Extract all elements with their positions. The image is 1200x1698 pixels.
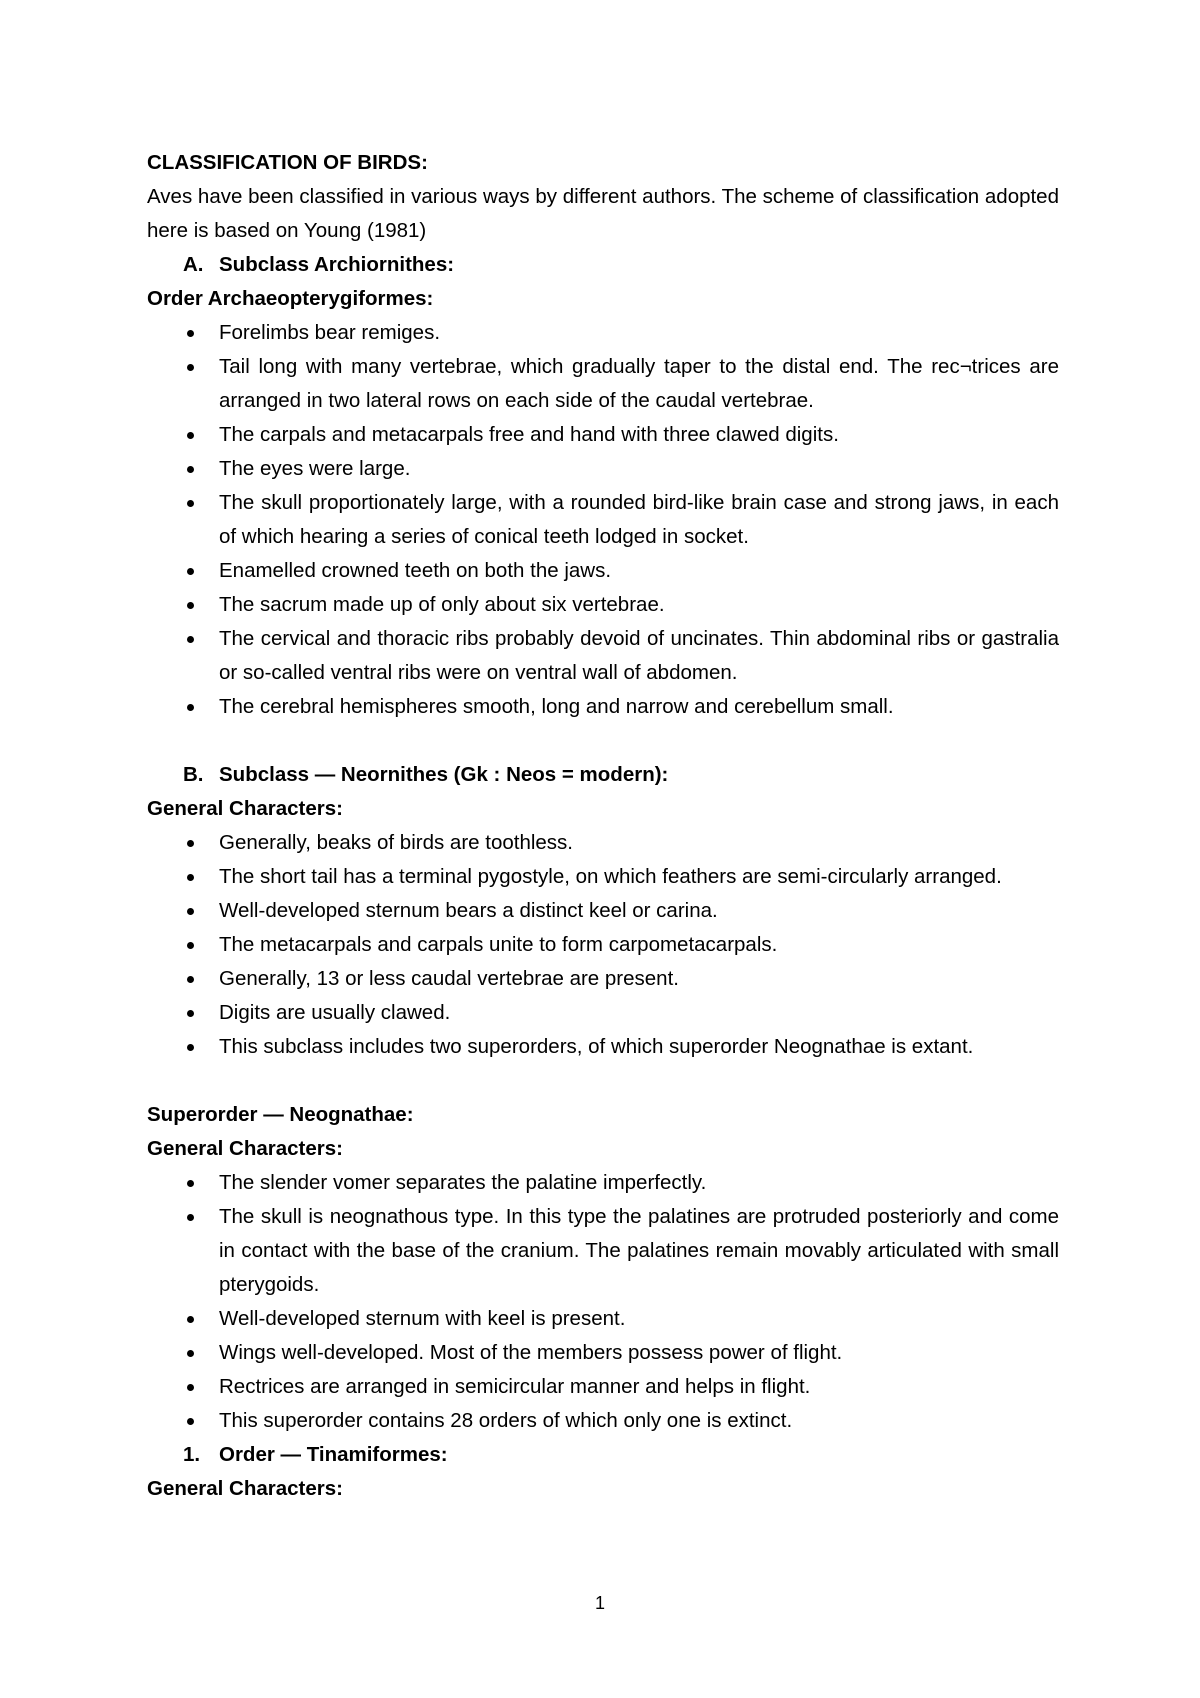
spacer (147, 724, 1059, 758)
list-item: Tail long with many vertebrae, which gradually taper to the distal end. The rec¬trices are arranged in two lateral rows on each side of the caudal vertebrae. (147, 350, 1059, 418)
spacer (147, 1064, 1059, 1098)
bullet-icon (187, 330, 194, 337)
superorder-neognathae-heading: Superorder — Neognathae: (147, 1103, 414, 1126)
list-item: Well-developed sternum bears a distinct keel or carina. (147, 894, 1059, 928)
list-item: Forelimbs bear remiges. (147, 316, 1059, 350)
list-item: The cervical and thoracic ribs probably devoid of uncinates. Thin abdominal ribs or gastralia or so-called ventral ribs were on ventral wall of abdomen. (147, 622, 1059, 690)
bullet-icon (187, 874, 194, 881)
list-item: The carpals and metacarpals free and hand with three clawed digits. (147, 418, 1059, 452)
bullet-icon (187, 1180, 194, 1187)
intro-paragraph: Aves have been classified in various ways by different authors. The scheme of classification adopted here is based on Young (1981) (147, 185, 1059, 242)
list-item: Generally, 13 or less caudal vertebrae are present. (147, 962, 1059, 996)
bullet-icon (187, 1044, 194, 1051)
bullet-icon (187, 1418, 194, 1425)
bullet-icon (187, 1350, 194, 1357)
bullet-icon (187, 1214, 194, 1221)
bullet-icon (187, 942, 194, 949)
bullet-icon (187, 1010, 194, 1017)
section-a-heading (183, 248, 1059, 282)
order-archaeopterygiformes-heading: Order Archaeopterygiformes: (147, 287, 434, 310)
superorder-general-characters-heading: General Characters: (147, 1137, 343, 1160)
page-number: 1 (594, 1593, 605, 1613)
section-b-general-characters-heading: General Characters: (147, 797, 343, 820)
bullet-icon (187, 568, 194, 575)
section-a-marker: A. (183, 253, 204, 276)
order-1-title: Order — Tinamiformes: (219, 1443, 448, 1466)
section-a-title: Subclass Archiornithes: (219, 253, 455, 276)
list-item: The slender vomer separates the palatine imperfectly. (147, 1166, 1059, 1200)
list-item: Digits are usually clawed. (147, 996, 1059, 1030)
document-title: CLASSIFICATION OF BIRDS: (147, 151, 428, 174)
list-item: The cerebral hemispheres smooth, long and narrow and cerebellum small. (147, 690, 1059, 724)
section-b-marker: B. (183, 763, 204, 786)
section-b-title: Subclass — Neornithes (Gk : Neos = modern): (219, 763, 669, 786)
list-item: Well-developed sternum with keel is present. (147, 1302, 1059, 1336)
bullet-icon (187, 500, 194, 507)
list-item: The skull proportionately large, with a rounded bird-like brain case and strong jaws, in each of which hearing a series of conical teeth lodged in socket. (147, 486, 1059, 554)
order-tinamiformes-heading (183, 1438, 1059, 1472)
bullet-icon (187, 976, 194, 983)
list-item: The sacrum made up of only about six vertebrae. (147, 588, 1059, 622)
section-a-bullet-list (147, 316, 1059, 724)
list-item: This subclass includes two superorders, of which superorder Neognathae is extant. (147, 1030, 1059, 1064)
bullet-icon (187, 364, 194, 371)
bullet-icon (187, 466, 194, 473)
list-item: The skull is neognathous type. In this type the palatines are protruded posteriorly and come in contact with the base of the cranium. The palatines remain movably articulated with small pterygoids. (147, 1200, 1059, 1302)
list-item: Rectrices are arranged in semicircular manner and helps in flight. (147, 1370, 1059, 1404)
bullet-icon (187, 908, 194, 915)
bullet-icon (187, 1384, 194, 1391)
document-body (147, 146, 1059, 1506)
superorder-bullet-list (147, 1166, 1059, 1438)
order-1-marker: 1. (183, 1443, 201, 1466)
list-item: The short tail has a terminal pygostyle, on which feathers are semi-circularly arranged. (147, 860, 1059, 894)
bullet-icon (187, 840, 194, 847)
list-item: Generally, beaks of birds are toothless. (147, 826, 1059, 860)
list-item: This superorder contains 28 orders of which only one is extinct. (147, 1404, 1059, 1438)
bullet-icon (187, 1316, 194, 1323)
order-1-general-characters-heading: General Characters: (147, 1477, 343, 1500)
section-b-bullet-list (147, 826, 1059, 1064)
list-item: The eyes were large. (147, 452, 1059, 486)
list-item: Wings well-developed. Most of the members possess power of flight. (147, 1336, 1059, 1370)
bullet-icon (187, 602, 194, 609)
list-item: Enamelled crowned teeth on both the jaws. (147, 554, 1059, 588)
list-item: The metacarpals and carpals unite to form carpometacarpals. (147, 928, 1059, 962)
bullet-icon (187, 432, 194, 439)
bullet-icon (187, 704, 194, 711)
section-b-heading (183, 758, 1059, 792)
bullet-icon (187, 636, 194, 643)
